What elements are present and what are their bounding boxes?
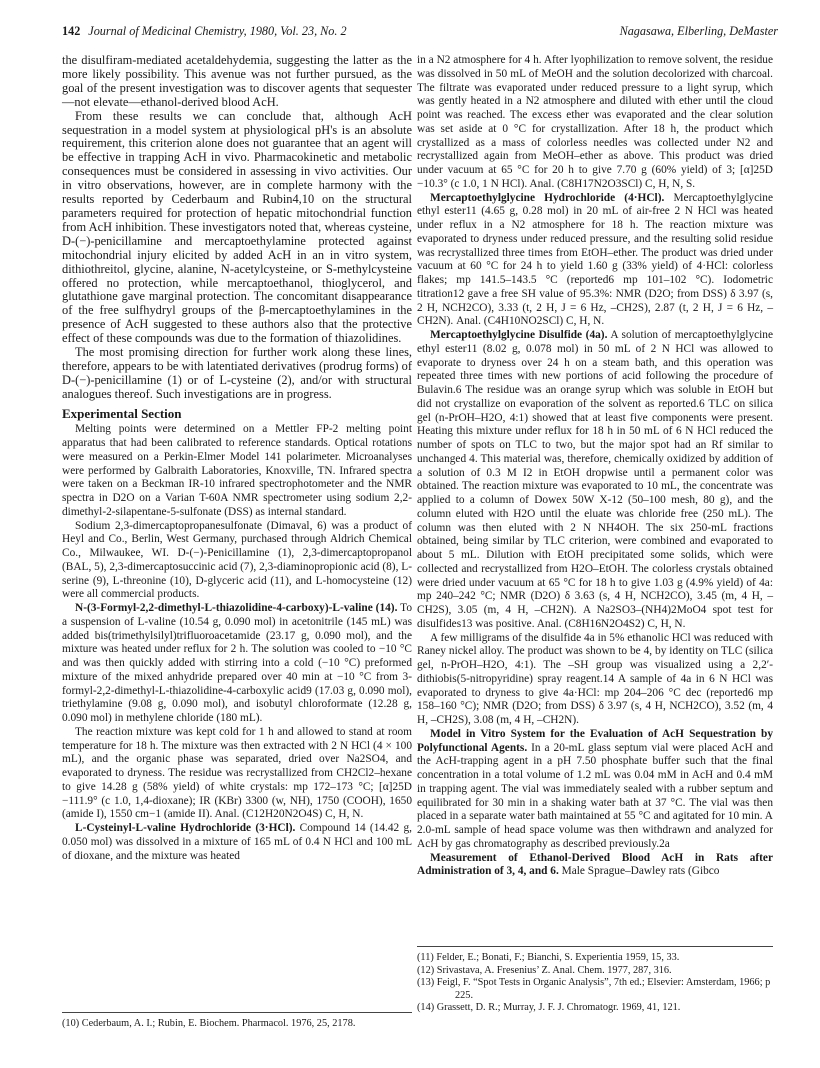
footnote-rule-left [62,1012,412,1013]
paragraph: The most promising direction for further work along these lines, therefore, appears to be with latentiated derivatives (prodrug forms) of D-(−)-penicillamine (1) or of L-cysteine (2), and/or with structural analogues thereof. Such investigations are in progress. [62,345,412,401]
paragraph [417,329,773,632]
paragraph-body: Male Sprague–Dawley rats (Gibco [558,865,720,878]
run-in-title: Measurement of Ethanol-Derived Blood AcH in Rats after Administration of 3, 4, and 6. [417,851,773,878]
run-in-title: N-(3-Formyl-2,2-dimethyl-L-thiazolidine-4-carboxy)-L-valine (14). [75,602,398,615]
run-in-title: Mercaptoethylglycine Hydrochloride (4·HCl). [430,191,665,204]
journal-citation: Journal of Medicinal Chemistry, 1980, Vol. 23, No. 2 [88,24,347,38]
paragraph-body: Mercaptoethylglycine ethyl ester11 (4.65 g, 0.28 mol) in 20 mL of air-free 2 N HCl was heated under reflux in a N2 atmosphere for 18 h. The reaction mixture was evaporated to dryness under reduced pressure, and the resulting solid residue was recrystallized three times from EtOH–ether. The product was dried under vacuum at 60 °C for 24 h to yield 1.60 g (33% yield) of 4·HCl: colorless flakes; mp 141.5–143.5 °C (reported6 mp 101–102 °C). Iodometric titration12 gave a free SH value of 95.3%: NMR (D2O; from DSS) δ 3.97 (s, 2 H, NCH2CO), 3.33 (t, 2 H, J = 6 Hz, –CH2S), 2.87 (t, 2 H, J = 6 Hz, –CH2N). Anal. (C4H10NO2SCl) C, H, N. [417,191,773,328]
footnote: (12) Srivastava, A. Fresenius’ Z. Anal. Chem. 1977, 287, 316. [417,964,672,976]
left-column [62,54,412,863]
paragraph [417,728,773,852]
paragraph [62,822,412,863]
paragraph: the disulfiram-mediated acetaldehydemia, suggesting the latter as the more likely possibility. This avenue was not further pursued, as the goal of the present investigation was to discover agents that sequester—not elevate—ethanol-derived blood AcH. [62,53,412,109]
footnote: (10) Cederbaum, A. I.; Rubin, E. Biochem. Pharmacol. 1976, 25, 2178. [62,1018,356,1029]
footnote-rule-right [417,946,773,947]
run-in-title: L-Cysteinyl-L-valine Hydrochloride (3·HCl). [75,822,296,835]
right-column [417,54,773,879]
paragraph [62,602,412,726]
running-header [62,24,778,42]
paragraph: A few milligrams of the disulfide 4a in 5% ethanolic HCl was reduced with Raney nickel alloy. The product was shown to be 4, by identity on TLC (silica gel, n-PrOH–H2O, 4:1). The –SH group was visualized using a 2,2′-dithiobis(5-nitropyridine) spray reagent.14 A sample of 4a in 6 N HCl was evaporated to dryness to give 4a·HCl: mp 204–206 °C dec (reported6 mp 158–160 °C); NMR (D2O; from DSS) δ 3.97 (s, 4 H, NCH2CO), 3.52 (m, 4 H, –CH2S), 3.08 (m, 4 H, –CH2N). [417,631,773,726]
header-authors: Nagasawa, Elberling, DeMaster [619,24,778,38]
paragraph [417,852,773,880]
run-in-title: Model in Vitro System for the Evaluation of AcH Sequestration by Polyfunctional Agents. [417,727,773,754]
paragraph: The reaction mixture was kept cold for 1 h and allowed to stand at room temperature for 18 h. The mixture was then extracted with 2 N HCl (4 × 100 mL), and the organic phase was separated, dried over Na2SO4, and evaporated to dryness. The residue was recrystallized from CH2Cl2–hexane to give 14.28 g (58% yield) of white crystals: mp 172–173 °C; [α]25D −111.9° (c 1.0, 1,4-dioxane); IR (KBr) 3300 (w, NH), 1750 (COOH), 1650 (amide I), 1550 cm−1 (amide II). Anal. (C12H20N2O4S) C, H, N. [62,725,412,821]
paragraph-body: A solution of mercaptoethylglycine ethyl ester11 (8.02 g, 0.078 mol) in 50 mL of 2 N HCl was allowed to evaporate to dryness over 24 h on a steam bath, and this operation was repeated three times with new portions of acid following the procedure of Bulavin.6 The residue was an orange syrup which was soluble in EtOH but did not crystallize on evaporation of the solvent as reported.6 TLC on silica gel (n-PrOH–H2O, 4:1) showed that at least five components were present. Heating this mixture under reflux for 18 h in 50 mL of 6 N HCl reduced the number of spots on TLC to two, but the major spot had an Rf similar to unchanged 4. This material was, therefore, chemically oxidized by addition of a solution of 0.3 M I2 in EtOH dropwise until a permanent color was obtained. The reaction mixture was evaporated to 10 mL, the concentrate was applied to a column of Dowex 50W X-12 (50–100 mesh, 80 g), and the column eluted with H2O until the eluate was chloride free (250 mL). The column was then eluted with 2 N NH4OH. The six 250-mL fractions obtained, being similar by TLC criterion, were combined and evaporated to about 5 mL. Dilution with EtOH precipitated some solids, which were collected and recrystallized from H2O–EtOH. The colorless crystals obtained were dried under vacuum at 65 °C for 18 h to give 1.03 g (4.9% yield) of 4a: mp 240–242 °C; NMR (D2O) δ 3.63 (s, 4 H, NCH2CO), 3.45 (m, 4 H, –CH2S), 3.05 (m, 4 H, –CH2N). A Na2SO3–(NH4)2MoO4 spot test for disulfides13 was positive. Anal. (C8H16N2O4S2) C, H, N. [417,329,774,630]
footnote: (14) Grassett, D. R.; Murray, J. F. J. Chromatogr. 1969, 41, 121. [417,1002,681,1013]
paragraph-body: Compound 14 (14.42 g, 0.050 mol) was dissolved in a mixture of 165 mL of 0.4 N HCl and 100 mL of dioxane, and the mixture was heated [62,822,412,862]
paragraph: From these results we can conclude that, although AcH sequestration in a model system at physiological pH's is an absolute requirement, this criterion alone does not guarantee that an agent will be effective in trapping AcH in vivo. Pharmacokinetic and metabolic consequences must be considered in assessing in vivo activities. Our in vitro observations, however, are in complete harmony with the results reported by Cederbaum and Rubin4,10 on the structural parameters required for protection of hepatic mitochondrial function from AcH inhibition. These investigators noted that, whereas cysteine, D-(−)-penicillamine and mercaptoethylamine protected against mitochondrial injury elicited by added AcH in an in vitro system, dithiothreitol, glycine, alanine, N-acetylcysteine, or S-methylcysteine offered no protection, while mercaptoethanol, thioglycerol, and glutathione gave marginal protection. The concomitant disappearance of the free sulfhydryl groups of the β-mercaptoethylamines in the presence of AcH suggested to these authors also that the protective effect of these compounds was due to the formation of thiazolidines. [62,108,412,346]
paragraph [417,192,773,330]
paragraph-body: To a suspension of L-valine (10.54 g, 0.090 mol) in acetonitrile (145 mL) was added bis(trimethylsilyl)trifluoroacetamide (23.17 g, 0.090 mol), and the mixture was heated under reflux for 2 h. The solution was cooled to −10 °C and was then quickly added with stirring into a cold (−10 °C) preformed mixture of the mixed anhydride prepared over 40 min at −10 °C from 3-formyl-2,2-dimethyl-L-thiazolidine-4-carboxylic acid9 (17.03 g, 0.090 mol), triethylamine (9.08 g, 0.090 mol), and isobutyl chloroformate (12.28 g, 0.090 mol) in methylene chloride (180 mL). [62,602,412,725]
paragraph: in a N2 atmosphere for 4 h. After lyophilization to remove solvent, the residue was dissolved in 50 mL of MeOH and the solution decolorized with charcoal. The filtrate was evaporated under reduced pressure to a light syrup, which was gently heated in a N2 atmosphere and diluted with ether until the cloud point was reached. The excess ether was evaporated and the clear solution was set aside at 0 °C for crystallization. After 18 h, the product which crystallized as a mass of colorless needles was collected under N2 and recrystallized again from MeOH–ether as above. This product was dried under vacuum at 65 °C for 20 h to give 7.70 g (60% yield) of 3; [α]25D −10.3° (c 1.0, 1 N HCl). Anal. (C8H17N2O3SCl) C, H, N, S. [417,54,773,190]
run-in-title: Mercaptoethylglycine Disulfide (4a). [430,329,608,341]
footnotes-left [62,1018,412,1031]
footnote: (13) Feigl, F. “Spot Tests in Organic Analysis”, 7th ed.; Elsevier: Amsterdam, 1966; p 225. [417,977,771,1001]
paragraph: Sodium 2,3-dimercaptopropanesulfonate (Dimaval, 6) was a product of Heyl and Co., Berlin, West Germany, purchased through Aldrich Chemical Co., Milwaukee, WI. D-(−)-Penicillamine (1), 2,3-dimercaptopropanol (BAL, 5), 2,3-dimercaptosuccinic acid (7), 2,3-diaminopropionic acid (8), L-serine (9), L-threonine (10), D-glyceric acid (11), and L-homocysteine (12) were all commercial products. [62,519,412,601]
footnote: (11) Felder, E.; Bonati, F.; Bianchi, S. Experientia 1959, 15, 33. [417,952,680,963]
paragraph-body: In a 20-mL glass septum vial were placed AcH and the AcH-trapping agent in a pH 7.50 phosphate buffer such that the final concentration in a total volume of 1.2 mL was 0.04 mM in AcH and 0.4 mM in trapping agent. The vial was immediately sealed with a rubber septum and equilibrated for 30 min in a shaking water bath at 37 °C. The vial was then placed in a separate water bath maintained at 55 °C and agitated for 10 min. A 2.0-mL sample of head space volume was then withdrawn and analyzed for AcH by gas chromatography as described previously.2a [417,741,773,850]
header-left [62,24,347,39]
page-number: 142 [62,24,81,38]
discussion-text [62,54,412,402]
footnotes-right [417,952,773,1015]
section-heading: Experimental Section [62,405,182,421]
paragraph: Melting points were determined on a Mettler FP-2 melting point apparatus that had been calibrated to reference standards. Optical rotations were measured on a Perkin-Elmer Model 141 polarimeter. Microanalyses were performed by Galbraith Laboratories, Knoxville, TN. Infrared spectra were taken on a Beckman IR-10 infrared spectrophotometer and the NMR spectra in D2O on a Varian T-60A NMR spectrometer using sodium 2,2-dimethyl-2-silapentane-5-sulfonate (DSS) as internal standard. [62,423,412,518]
